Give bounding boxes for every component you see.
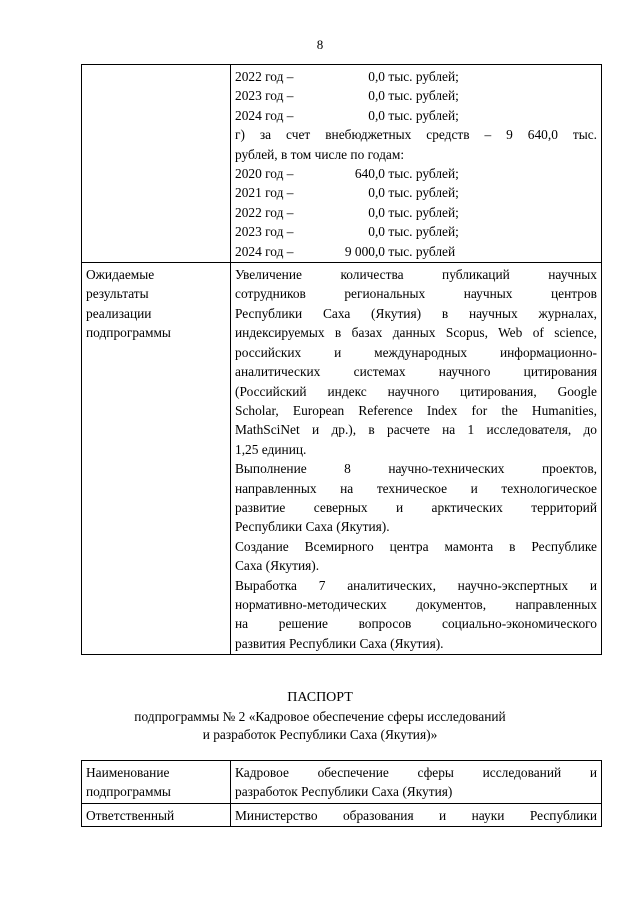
funding-unit: тыс. рублей;	[388, 69, 459, 84]
responsible-value	[231, 803, 602, 826]
funding-years-after	[235, 164, 597, 261]
value-line: разработок Республики Саха (Якутия)	[235, 784, 453, 800]
result-text-line: Scholar, European Reference Index for the Humanities,	[235, 402, 597, 418]
funding-unit: тыс. рублей;	[388, 185, 459, 201]
funding-unit: тыс. рублей;	[388, 204, 459, 220]
funding-year: 2022 год –	[235, 69, 294, 84]
result-text-line: Саха (Якутия).	[235, 558, 320, 574]
funding-row	[82, 65, 602, 263]
responsible-row	[82, 803, 602, 826]
funding-year: 2021 год –	[235, 185, 294, 201]
funding-year-row	[235, 222, 597, 241]
label-line: подпрограммы	[86, 784, 171, 800]
funding-amount: 0,0	[368, 69, 385, 84]
label-line: Ответственный	[86, 807, 175, 823]
funding-year: 2022 год –	[235, 204, 294, 220]
passport-subtitle-line-2: и разработок Республики Саха (Якутия)»	[202, 727, 438, 742]
funding-amount: 0,0	[368, 224, 385, 240]
funding-year-row	[235, 183, 597, 202]
label-line: результаты	[86, 286, 149, 302]
result-text-line: Выполнение 8 научно-технических проектов,	[235, 461, 597, 477]
result-text-line: Республики Саха (Якутия).	[235, 519, 390, 535]
page-number: 8	[316, 37, 324, 52]
funding-year: 2020 год –	[235, 166, 294, 182]
funding-unit: тыс. рублей;	[388, 166, 459, 182]
result-text-line: индексируемых в базах данных Scopus, Web of science,	[235, 325, 597, 341]
label-line: реализации	[86, 305, 152, 321]
result-text-line: Республики Саха (Якутия) в научных журналах,	[235, 305, 597, 321]
result-text-line: на решение вопросов социально-экономического	[235, 616, 597, 632]
funding-label-cell	[82, 65, 231, 263]
subprogram-name-value	[231, 761, 602, 804]
label-line: Ожидаемые	[86, 267, 155, 283]
responsible-label	[82, 803, 231, 826]
funding-year: 2023 год –	[235, 224, 294, 240]
extrabudget-line-2: рублей, в том числе по годам:	[235, 146, 405, 162]
expected-results-label	[82, 263, 231, 655]
result-text-line: MathSciNet и др.), в расчете на 1 исследователя, до	[235, 422, 597, 438]
funding-year-row	[235, 242, 597, 261]
funding-year-row	[235, 86, 597, 105]
expected-results-row	[82, 263, 602, 655]
value-line: Кадровое обеспечение сферы исследований и	[235, 765, 597, 780]
funding-year: 2023 год –	[235, 88, 294, 104]
funding-year: 2024 год –	[235, 243, 294, 259]
passport-title: ПАСПОРТ	[287, 690, 353, 705]
extrabudget-line-1: г) за счет внебюджетных средств – 9 640,0 тыс.	[235, 127, 597, 143]
funding-amount: 0,0	[368, 204, 385, 220]
result-text-line: направленных на техническое и технологическое	[235, 480, 597, 496]
result-text-line: нормативно-методических документов, направленных	[235, 596, 597, 612]
passport-table	[81, 760, 602, 827]
subprogram-name-row	[82, 761, 602, 804]
funding-year-row	[235, 67, 597, 86]
result-text-line: российских и международных информационно-	[235, 344, 597, 360]
funding-year-row	[235, 203, 597, 222]
result-text-line: развитие северных и арктических территорий	[235, 499, 597, 515]
funding-amount: 0,0	[368, 185, 385, 201]
funding-unit: тыс. рублей;	[388, 107, 459, 123]
funding-table	[81, 64, 602, 655]
funding-amount: 0,0	[368, 107, 385, 123]
expected-results-text	[231, 263, 602, 655]
label-line: подпрограммы	[86, 325, 171, 341]
result-text-line: развития Республики Саха (Якутия).	[235, 635, 444, 651]
label-line: Наименование	[86, 765, 170, 780]
funding-unit: тыс. рублей;	[388, 88, 459, 104]
passport-subtitle-line-1: подпрограммы № 2 «Кадровое обеспечение сферы исследований	[134, 709, 506, 724]
funding-value-cell	[231, 65, 602, 263]
funding-amount: 640,0	[354, 166, 385, 182]
result-text-line: сотрудников региональных научных центров	[235, 286, 597, 302]
funding-year-row	[235, 106, 597, 125]
funding-amount: 0,0	[368, 88, 385, 104]
result-text-line: (Российский индекс научного цитирования, Google	[235, 383, 597, 399]
result-text-line: аналитических системах научного цитирования	[235, 364, 597, 380]
funding-years-before	[235, 67, 597, 125]
funding-year: 2024 год –	[235, 107, 294, 123]
result-text-line: Создание Всемирного центра мамонта в Республике	[235, 538, 597, 554]
subprogram-name-label	[82, 761, 231, 804]
funding-unit: тыс. рублей;	[388, 224, 459, 240]
result-text-line: 1,25 единиц.	[235, 441, 307, 457]
funding-year-row	[235, 164, 597, 183]
funding-amount: 9 000,0	[344, 243, 385, 259]
result-text-line: Выработка 7 аналитических, научно-экспертных и	[235, 577, 597, 593]
funding-unit: тыс. рублей	[388, 243, 456, 259]
result-text-line: Увеличение количества публикаций научных	[235, 267, 597, 283]
value-line: Министерство образования и науки Республики	[235, 807, 597, 823]
